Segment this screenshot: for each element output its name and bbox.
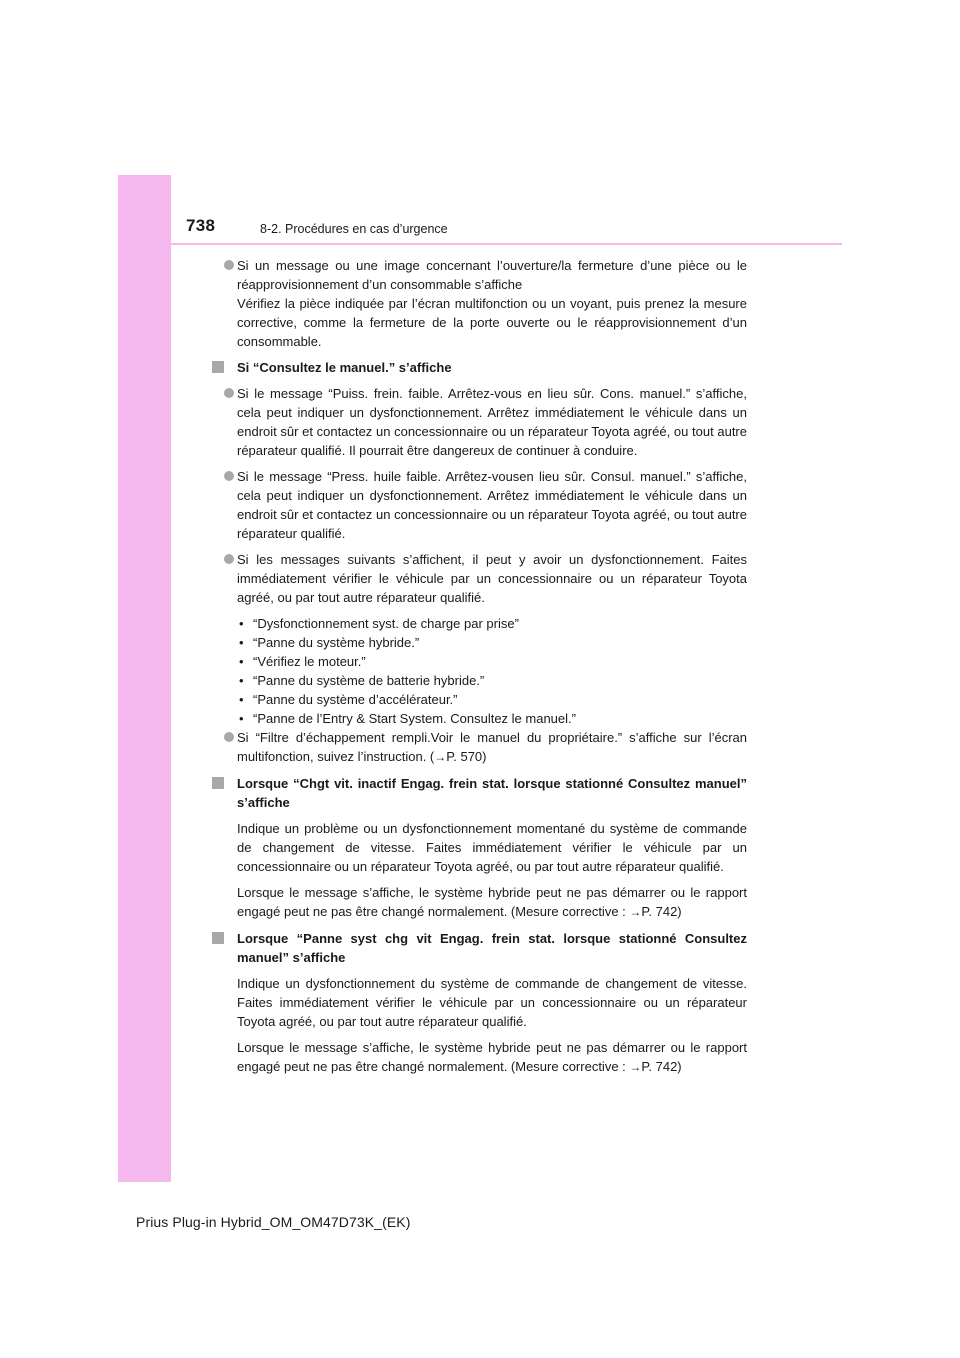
round-bullet-icon xyxy=(224,260,234,270)
bullet-text: Si un message ou une image concernant l’ouverture/la fermeture d’une pièce ou le réapprovisionnement d’un consommable s’affiche xyxy=(237,258,747,292)
bullet-item xyxy=(212,384,747,460)
list-item: • “Panne du système de batterie hybride.” xyxy=(239,673,485,688)
bullet-text: Si le message “Press. huile faible. Arrêtez-vousen lieu sûr. Consul. manuel.” s’affiche, cela peut indiquer un dysfonctionnement. Arrêtez immédiatement le véhicule dans un endroit sûr et contactez un concessionnaire ou un réparateur Toyota agréé, ou tout autre réparateur qualifié. xyxy=(237,469,747,541)
paragraph-text: Lorsque le message s’affiche, le système hybride peut ne pas démarrer ou le rapport engagé peut ne pas être changé normalement. (Mesure corrective : xyxy=(237,885,747,919)
dot-bullet-icon: • xyxy=(239,711,244,726)
paragraph-text: Lorsque le message s’affiche, le système hybride peut ne pas démarrer ou le rapport engagé peut ne pas être changé normalement. (Mesure corrective : xyxy=(237,1040,747,1074)
arrow-right-icon: → xyxy=(629,905,642,919)
dot-bullet-icon: • xyxy=(239,616,244,631)
bullet-item xyxy=(212,728,747,767)
bullet-body-text: Vérifiez la pièce indiquée par l’écran multifonction ou un voyant, puis prenez la mesure corrective, comme la fermeture de la porte ouverte ou le réapprovisionnement d’un consommable. xyxy=(237,296,747,349)
paragraph: Indique un dysfonctionnement du système de commande de changement de vitesse. Faites immédiatement vérifier le véhicule par un concessionnaire ou un réparateur Toyota agréé, ou par tout autre réparateur qualifié. xyxy=(237,976,747,1029)
paragraph: Indique un problème ou un dysfonctionnement momentané du système de commande de changement de vitesse. Faites immédiatement vérifier le véhicule par un concessionnaire ou un réparateur Toyota agréé, ou par tout autre réparateur qualifié. xyxy=(237,821,747,874)
footer-doc-id: Prius Plug-in Hybrid_OM_OM47D73K_(EK) xyxy=(136,1214,411,1230)
side-color-band xyxy=(118,175,171,1182)
subheading xyxy=(212,929,747,967)
list-item: • “Panne de l’Entry & Start System. Consultez le manuel.” xyxy=(239,711,576,726)
paragraph xyxy=(212,1038,747,1077)
arrow-right-icon: → xyxy=(629,1060,642,1074)
square-bullet-icon xyxy=(212,361,224,373)
page-number: 738 xyxy=(186,216,216,235)
paragraph xyxy=(212,883,747,922)
list-item: • “Vérifiez le moteur.” xyxy=(239,654,366,669)
list-item: • “Panne du système hybride.” xyxy=(239,635,420,650)
subheading xyxy=(212,358,747,377)
message-list xyxy=(212,614,747,728)
bullet-text: Si les messages suivants s’affichent, il peut y avoir un dysfonctionnement. Faites immédiatement vérifier le véhicule par un concessionnaire ou un réparateur Toyota agréé, ou par tout autre réparateur qualifié. xyxy=(237,552,747,605)
square-bullet-icon xyxy=(212,932,224,944)
dot-bullet-icon: • xyxy=(239,692,244,707)
square-bullet-icon xyxy=(212,777,224,789)
section-title: 8-2. Procédures en cas d’urgence xyxy=(260,222,448,236)
list-item: • “Dysfonctionnement syst. de charge par prise” xyxy=(239,616,519,631)
round-bullet-icon xyxy=(224,732,234,742)
bullet-item xyxy=(212,256,747,351)
header-rule xyxy=(171,243,842,245)
subheading-text: Lorsque “Chgt vit. inactif Engag. frein stat. lorsque stationné Consultez manuel” s’affiche xyxy=(237,776,747,810)
bullet-item xyxy=(212,467,747,543)
bullet-text: Si le message “Puiss. frein. faible. Arrêtez-vous en lieu sûr. Cons. manuel.” s’affiche, cela peut indiquer un dysfonctionnement. Arrêtez immédiatement le véhicule dans un endroit sûr et contactez un concessionnaire ou un réparateur Toyota agréé, ou tout autre réparateur qualifié. Il pourrait être dangereux de continuer à conduire. xyxy=(237,386,747,458)
round-bullet-icon xyxy=(224,388,234,398)
round-bullet-icon xyxy=(224,554,234,564)
page-reference[interactable]: P. 570) xyxy=(446,749,487,764)
subheading-text: Lorsque “Panne syst chg vit Engag. frein stat. lorsque stationné Consultez manuel” s’affiche xyxy=(237,931,747,965)
arrow-right-icon: → xyxy=(434,750,447,764)
round-bullet-icon xyxy=(224,471,234,481)
bullet-item xyxy=(212,550,747,607)
bullet-text: Si “Filtre d’échappement rempli.Voir le manuel du propriétaire.” s’affiche sur l’écran multifonction, suivez l’instruction. ( xyxy=(237,730,747,764)
dot-bullet-icon: • xyxy=(239,654,244,669)
dot-bullet-icon: • xyxy=(239,673,244,688)
page-content xyxy=(212,256,747,1084)
page-reference[interactable]: P. 742) xyxy=(641,1059,682,1074)
page-reference[interactable]: P. 742) xyxy=(641,904,682,919)
subheading xyxy=(212,774,747,812)
list-item: • “Panne du système d’accélérateur.” xyxy=(239,692,458,707)
dot-bullet-icon: • xyxy=(239,635,244,650)
subheading-text: Si “Consultez le manuel.” s’affiche xyxy=(237,360,452,375)
